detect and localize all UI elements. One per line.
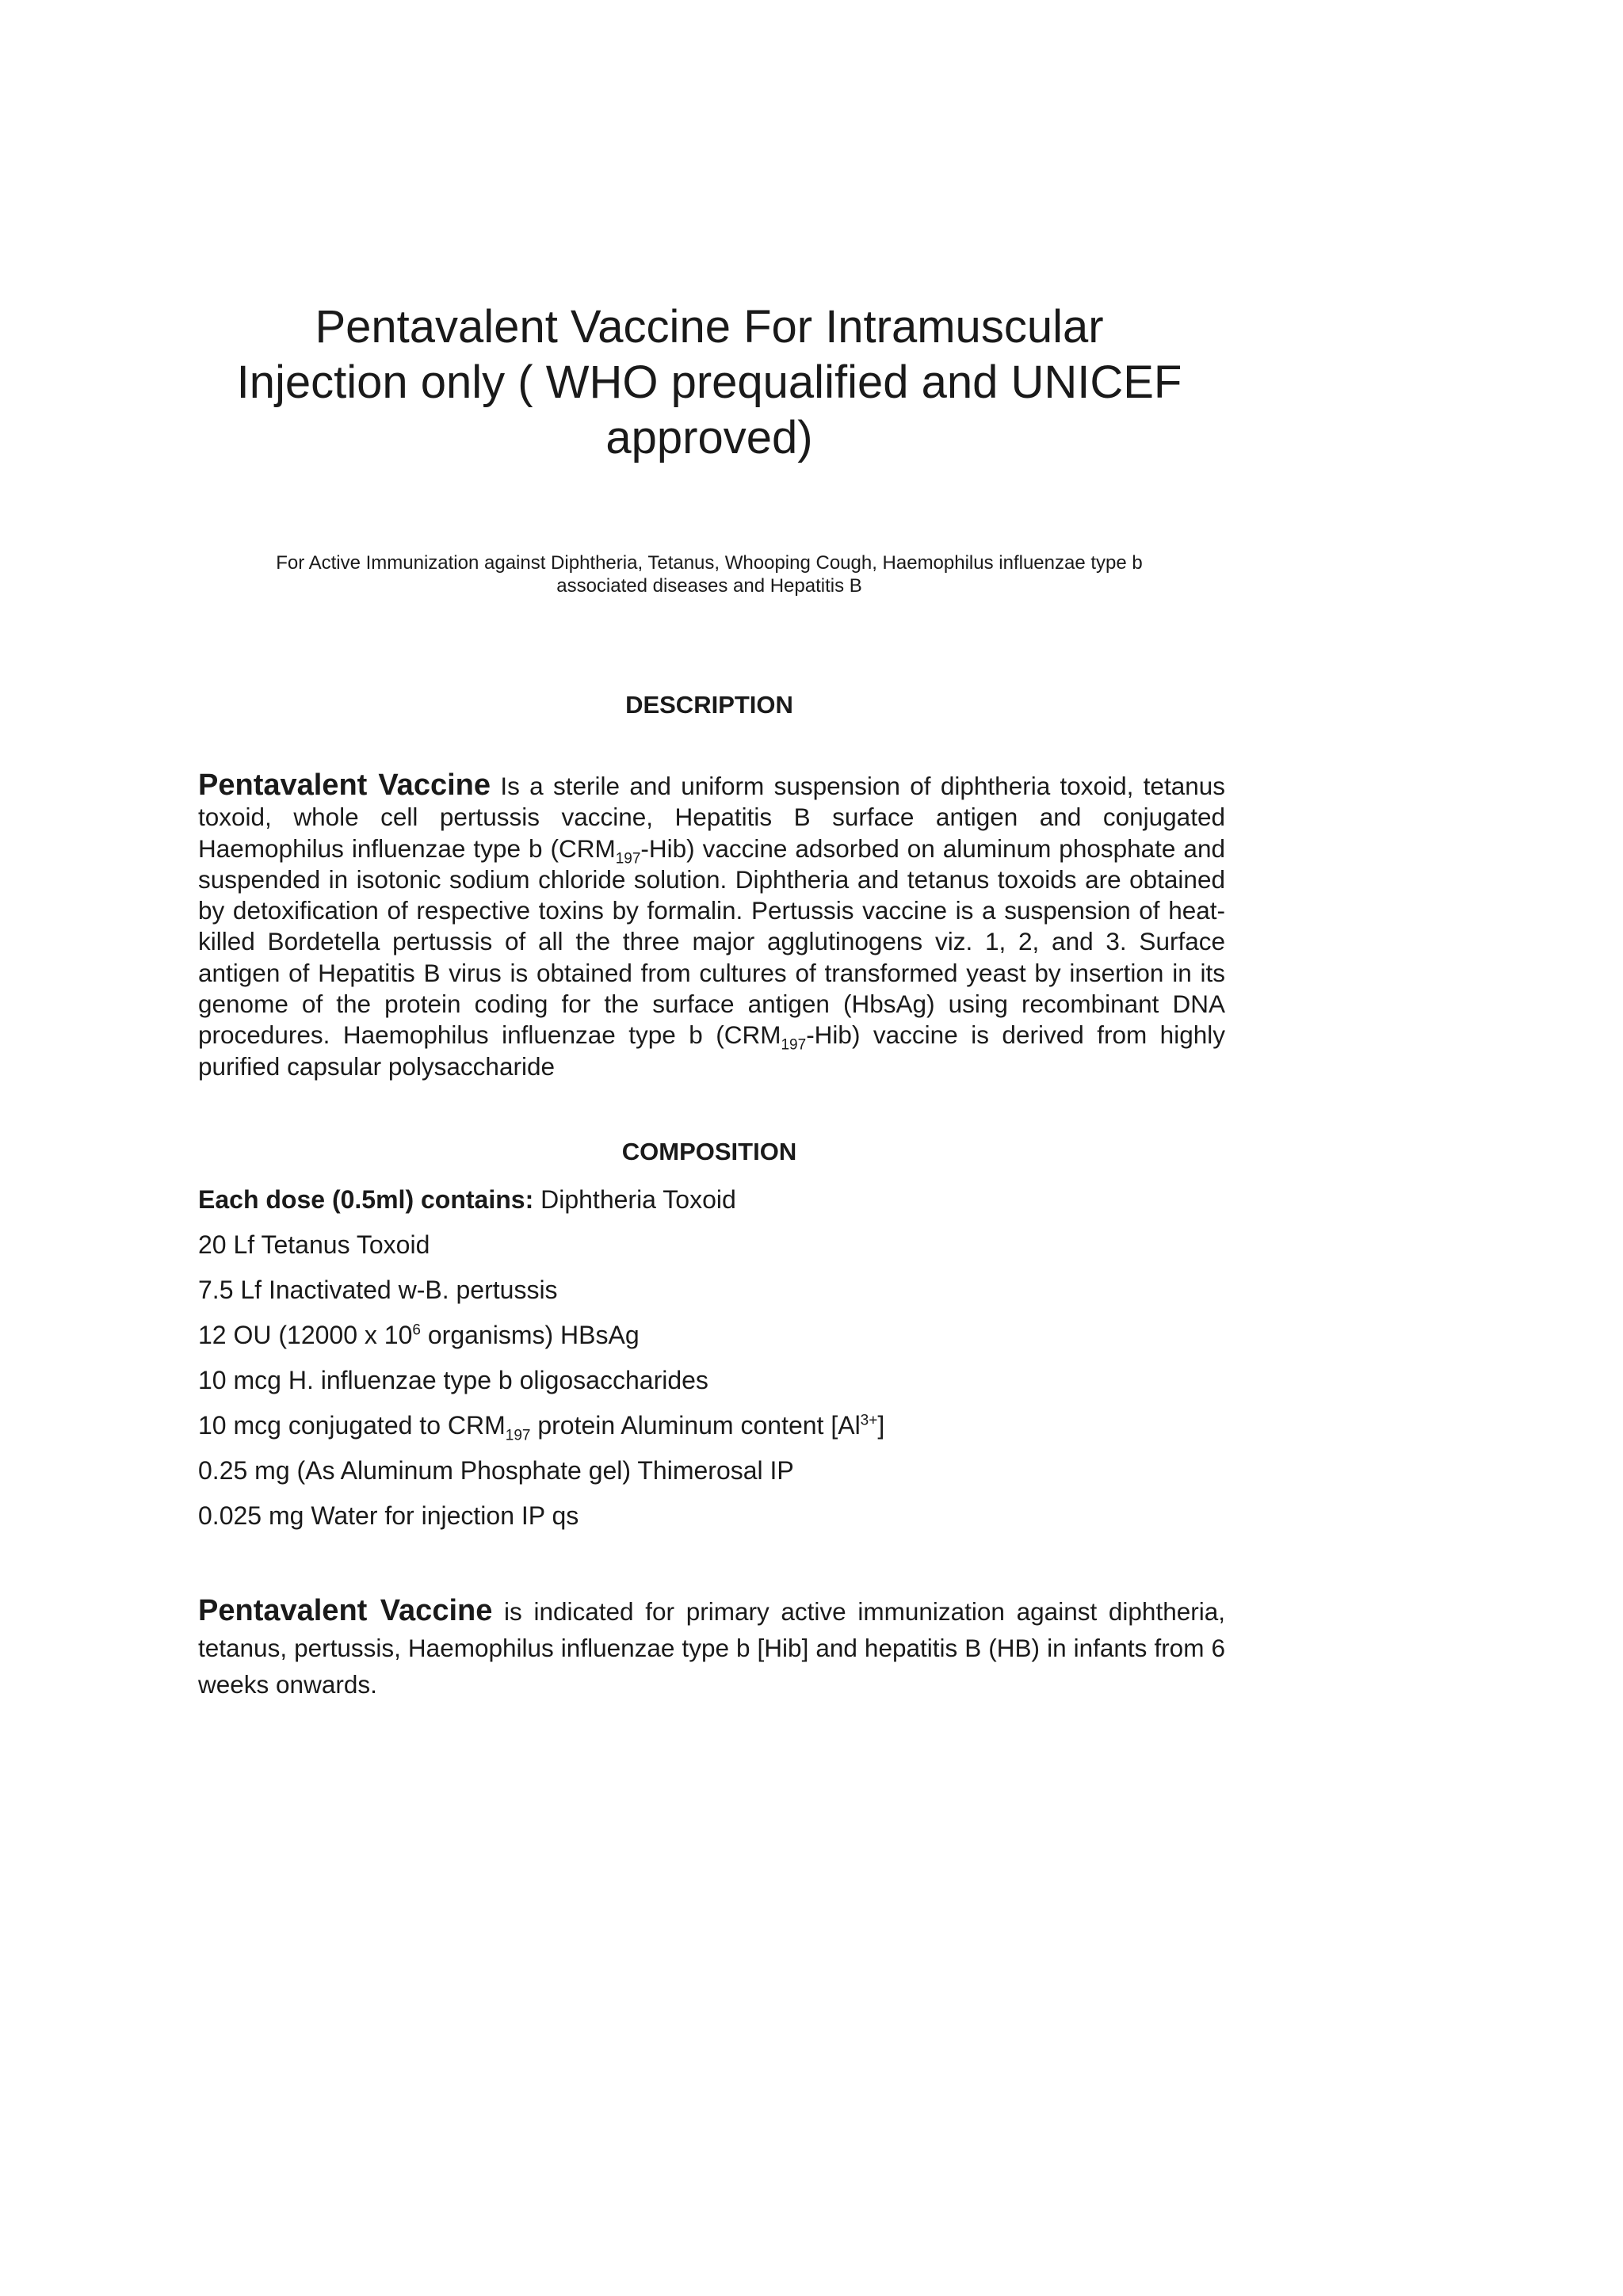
line-6-text-b: protein Aluminum content [Al [530, 1411, 861, 1440]
indication-text: is indicated for primary active immunization against diphtheria, tetanus, pertussis, Haemophilus influenzae type b [Hib] and hepatitis B (HB) in infants from 6 weeks onwards. [198, 1597, 1226, 1699]
composition-line-8: 0.025 mg Water for injection IP qs [198, 1501, 579, 1530]
composition-line-7: 0.25 mg (As Aluminum Phosphate gel) Thimerosal IP [198, 1456, 794, 1485]
line-4-text-a: 12 OU (12000 x 10 [198, 1321, 413, 1349]
line-6-text-c: ] [877, 1411, 885, 1440]
composition-line-2: 20 Lf Tetanus Toxoid [198, 1230, 430, 1259]
description-text-3: -Hib) vaccine is derived from highly purified capsular polysaccharide [198, 1020, 1225, 1081]
line-6-superscript: 3+ [860, 1412, 878, 1429]
description-text-1: Is a sterile and uniform suspension of diphtheria toxoid, tetanus toxoid, whole cell pertussis vaccine, Hepatitis B surface antigen and conjugated Haemophilus influenzae type b (CRM [198, 772, 1225, 863]
line-4-text-b: organisms) HBsAg [420, 1321, 640, 1349]
description-subscript-1: 197 [615, 849, 641, 867]
line-6-text-a: 10 mcg conjugated to CRM [198, 1411, 506, 1440]
dose-label: Each dose (0.5ml) contains: [198, 1185, 534, 1214]
composition-line-1 [198, 1182, 1225, 1227]
document-title [182, 299, 1236, 466]
line-4-superscript: 6 [412, 1322, 421, 1339]
subtitle-line-2: associated diseases and Hepatitis B [556, 575, 862, 597]
description-subscript-2: 197 [781, 1036, 807, 1054]
dose-first-item: Diphtheria Toxoid [533, 1185, 736, 1214]
document-subtitle [182, 551, 1236, 597]
composition-line-3: 7.5 Lf Inactivated w-B. pertussis [198, 1276, 558, 1304]
title-line-3: approved) [605, 412, 813, 463]
title-line-2: Injection only ( WHO prequalified and UNICEF [236, 357, 1182, 408]
indication-lead: Pentavalent Vaccine [198, 1594, 493, 1627]
description-heading: DESCRIPTION [625, 691, 793, 719]
composition-heading: COMPOSITION [621, 1138, 797, 1165]
composition-list [198, 1182, 1225, 1543]
composition-line-4 [198, 1318, 1225, 1363]
composition-line-5: 10 mcg H. influenzae type b oligosaccharides [198, 1366, 708, 1394]
line-6-subscript: 197 [505, 1427, 531, 1444]
subtitle-line-1: For Active Immunization against Diphtheria, Tetanus, Whooping Cough, Haemophilus influenzae type b [276, 552, 1143, 574]
description-lead: Pentavalent Vaccine [198, 769, 491, 802]
composition-line-6 [198, 1408, 1225, 1453]
indication-paragraph [198, 1592, 1225, 1703]
description-paragraph [198, 770, 1225, 1082]
title-line-1: Pentavalent Vaccine For Intramuscular [315, 301, 1104, 353]
description-text-2: -Hib) vaccine adsorbed on aluminum phosphate and suspended in isotonic sodium chloride solution. Diphtheria and tetanus toxoids are obtained by detoxification of respective toxins by formalin. Pertussis vaccine is a suspension of heat-killed Bordetella pertussis of all the three major agglutinogens viz. 1, 2, and 3. Surface antigen of Hepatitis B virus is obtained from cultures of transformed yeast by insertion in its genome of the protein coding for the surface antigen (HbsAg) using recombinant DNA procedures. Haemophilus influenzae type b (CRM [198, 833, 1225, 1050]
